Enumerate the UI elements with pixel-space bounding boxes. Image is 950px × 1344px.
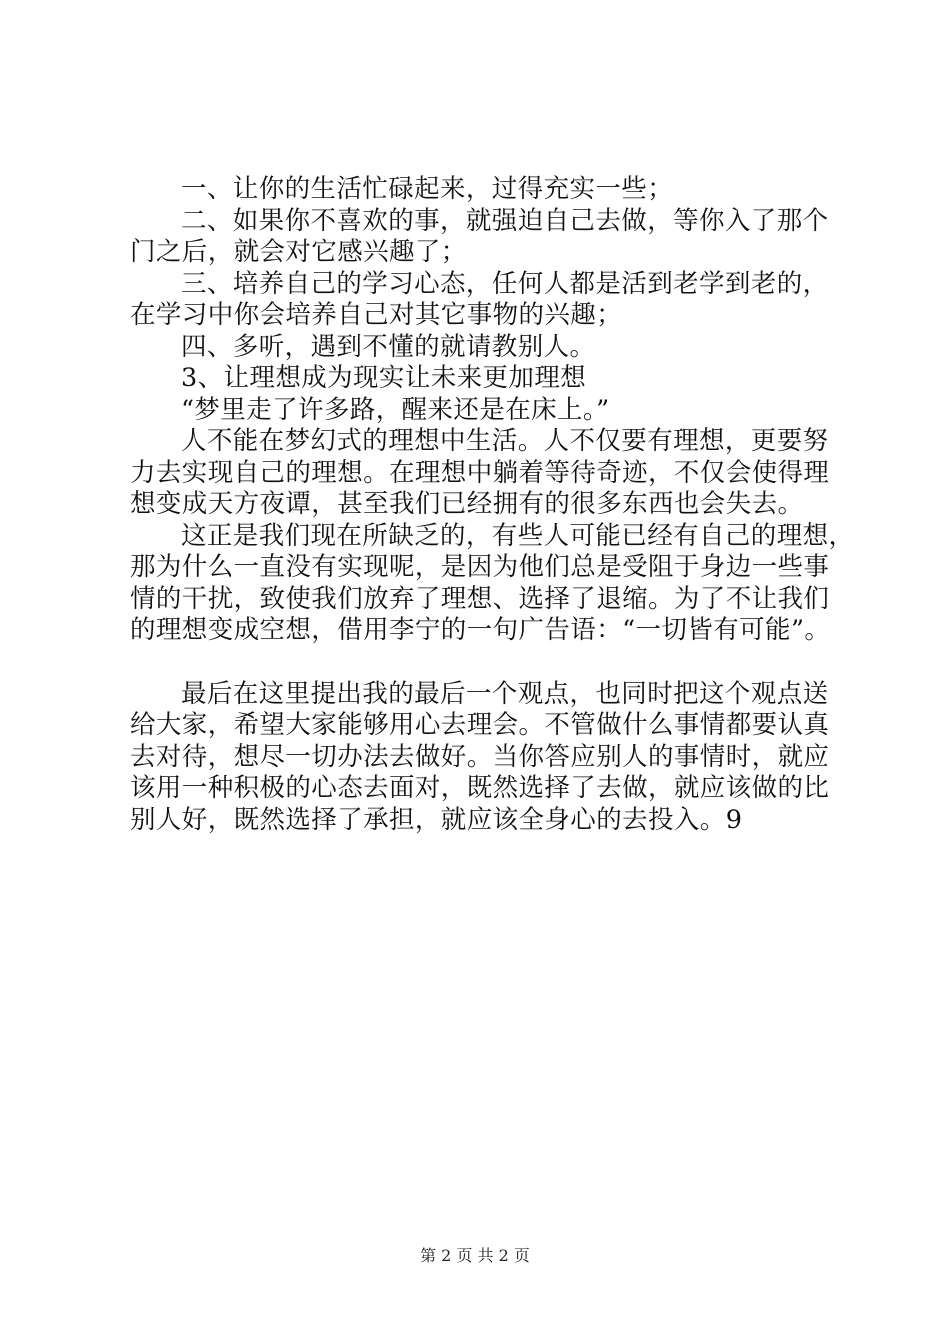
text-line: 最后在这里提出我的最后一个观点，也同时把这个观点送 (181, 678, 829, 709)
text-line: 三、培养自己的学习心态，任何人都是活到老学到老的， (181, 268, 829, 299)
page-number: 第 2 页 共 2 页 (420, 1246, 530, 1265)
text-line: 去对待，想尽一切办法去做好。当你答应别人的事情时，就应 (130, 741, 830, 772)
text-line: 四、多听，遇到不懂的就请教别人。 (181, 331, 596, 362)
text-line: 想变成天方夜谭，甚至我们已经拥有的很多东西也会失去。 (130, 489, 804, 519)
section-heading: 3、让理想成为现实让未来更加理想 (181, 363, 587, 393)
text-line: 门之后，就会对它感兴趣了； (130, 237, 467, 267)
text-line: 情的干扰，致使我们放弃了理想、选择了退缩。为了不让我们 (130, 583, 830, 614)
text-line: 的理想变成空想，借用李宁的一句广告语：“一切皆有可能”。 (130, 615, 831, 645)
text-line: 那为什么一直没有实现呢，是因为他们总是受阻于身边一些事 (130, 552, 830, 582)
text-line: 力去实现自己的理想。在理想中躺着等待奇迹，不仅会使得理 (130, 457, 830, 488)
text-line: 二、如果你不喜欢的事，就强迫自己去做，等你入了那个 (181, 205, 829, 236)
text-line: 一、让你的生活忙碌起来，过得充实一些； (181, 174, 674, 204)
text-line: 该用一种积极的心态去面对，既然选择了去做，就应该做的比 (130, 773, 830, 803)
quote-line: “梦里走了许多路，醒来还是在床上。” (181, 394, 610, 425)
document-body (130, 174, 855, 836)
text-line: 给大家，希望大家能够用心去理会。不管做什么事情都要认真 (130, 710, 830, 740)
text-line: 这正是我们现在所缺乏的，有些人可能已经有自己的理想， (181, 520, 855, 551)
text-line: 别人好，既然选择了承担，就应该全身心的去投入。9 (130, 804, 743, 835)
paragraph-gap (130, 647, 850, 679)
text-line: 在学习中你会培养自己对其它事物的兴趣； (130, 300, 623, 330)
text-line: 人不能在梦幻式的理想中生活。人不仅要有理想，更要努 (181, 426, 829, 456)
page-footer (0, 1246, 950, 1266)
